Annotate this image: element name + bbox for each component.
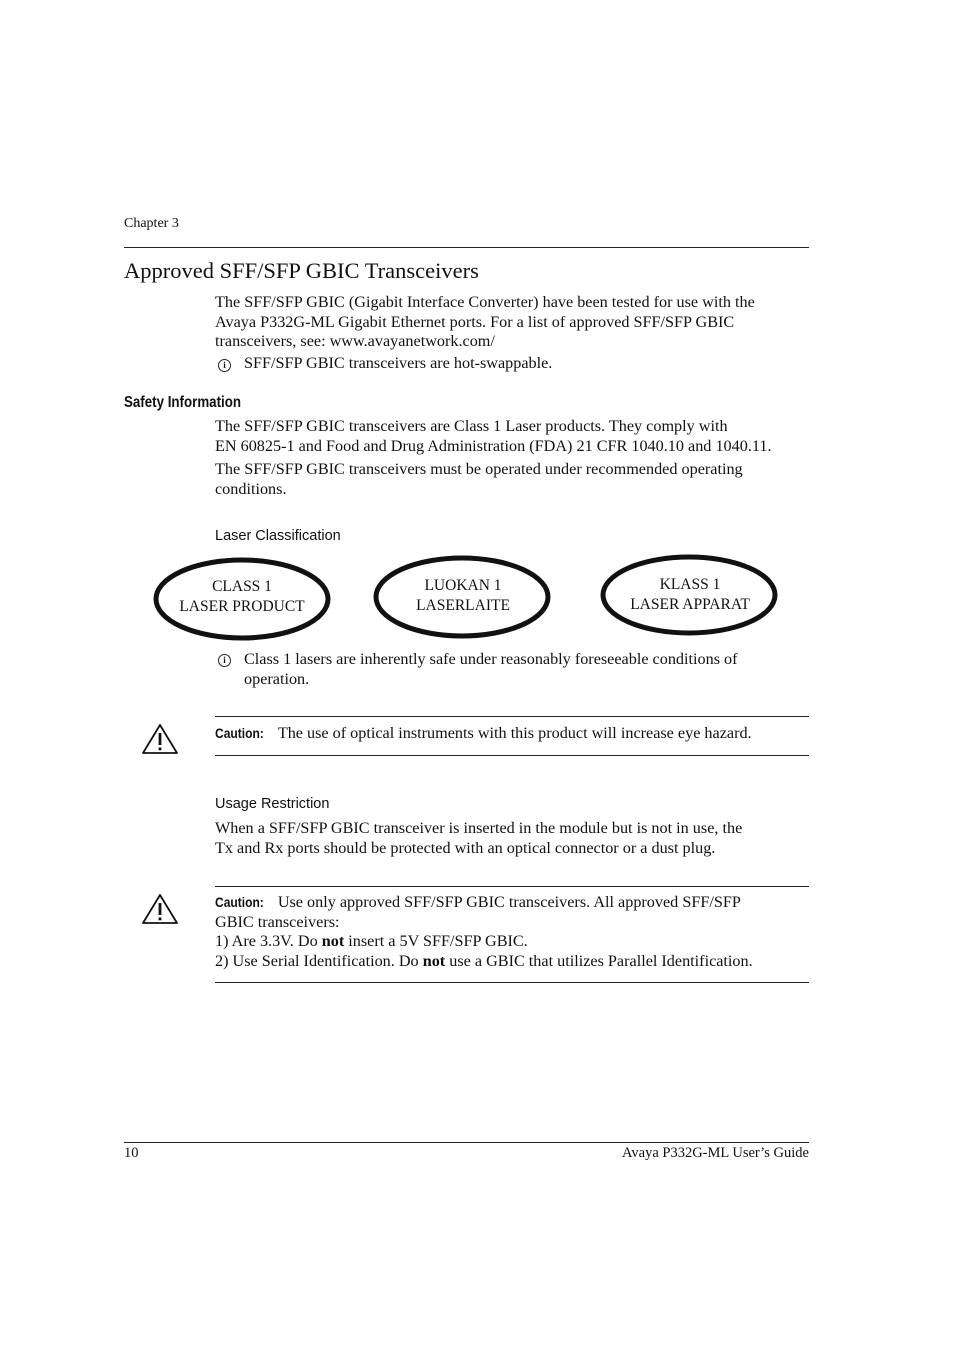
luokan-1-label: LUOKAN 1 LASERLAITE xyxy=(416,577,510,614)
class-1-label: CLASS 1 LASER PRODUCT xyxy=(179,578,305,615)
usage-restriction-paragraph: When a SFF/SFP GBIC transceiver is inserted in the module but is not in use, the Tx and Rx ports should be protected with an optical connector or a dust plug. xyxy=(215,819,743,857)
page-number: 10 xyxy=(124,1145,139,1161)
caution-2-bottom-rule xyxy=(215,982,809,983)
guide-title: Avaya P332G-ML User’s Guide xyxy=(622,1145,809,1161)
caution-2-text: Caution: Use only approved SFF/SFP GBIC transceivers. All approved SFF/SFP GBIC transceivers: 1) Are 3.3V. Do not insert a 5V SFF/SFP GBIC. 2) Use Serial Identification. Do not use a GBIC that utilizes Parallel Identification. xyxy=(215,893,753,970)
caution-1-text: Caution: The use of optical instruments with this product will increase eye hazard. xyxy=(215,724,752,742)
laser-classification-heading: Laser Classification xyxy=(215,528,341,544)
caution-1-bottom-rule xyxy=(215,755,809,756)
header-rule xyxy=(124,247,809,248)
chapter-label: Chapter 3 xyxy=(124,216,179,231)
warning-triangle-icon xyxy=(141,723,179,755)
safety-paragraph-1: The SFF/SFP GBIC transceivers are Class 1 Laser products. They comply with EN 60825-1 and Food and Drug Administration (FDA) 21 CFR 1040.10 and 1040.11. xyxy=(215,417,772,455)
hot-swap-note: i SFF/SFP GBIC transceivers are hot-swappable. xyxy=(218,354,818,374)
caution-1-top-rule xyxy=(215,716,809,717)
safety-heading: Safety Information xyxy=(124,394,242,411)
footer-rule xyxy=(124,1142,809,1143)
intro-paragraph: The SFF/SFP GBIC (Gigabit Interface Converter) have been tested for use with the Avaya P332G-ML Gigabit Ethernet ports. For a list of approved SFF/SFP GBIC transceivers, see: www.avayanetwork.com/ xyxy=(215,293,755,350)
usage-restriction-heading: Usage Restriction xyxy=(215,796,330,812)
klass-1-label: KLASS 1 LASER APPARAT xyxy=(630,576,750,613)
warning-triangle-icon xyxy=(141,893,179,925)
info-circle-icon: i xyxy=(218,359,231,372)
section-title: Approved SFF/SFP GBIC Transceivers xyxy=(124,258,479,283)
class-1-note: i Class 1 lasers are inherently safe under reasonably foreseeable conditions of operation. xyxy=(218,650,818,689)
info-circle-icon: i xyxy=(218,654,231,667)
safety-paragraph-2: The SFF/SFP GBIC transceivers must be operated under recommended operating conditions. xyxy=(215,460,743,498)
caution-2-top-rule xyxy=(215,886,809,887)
